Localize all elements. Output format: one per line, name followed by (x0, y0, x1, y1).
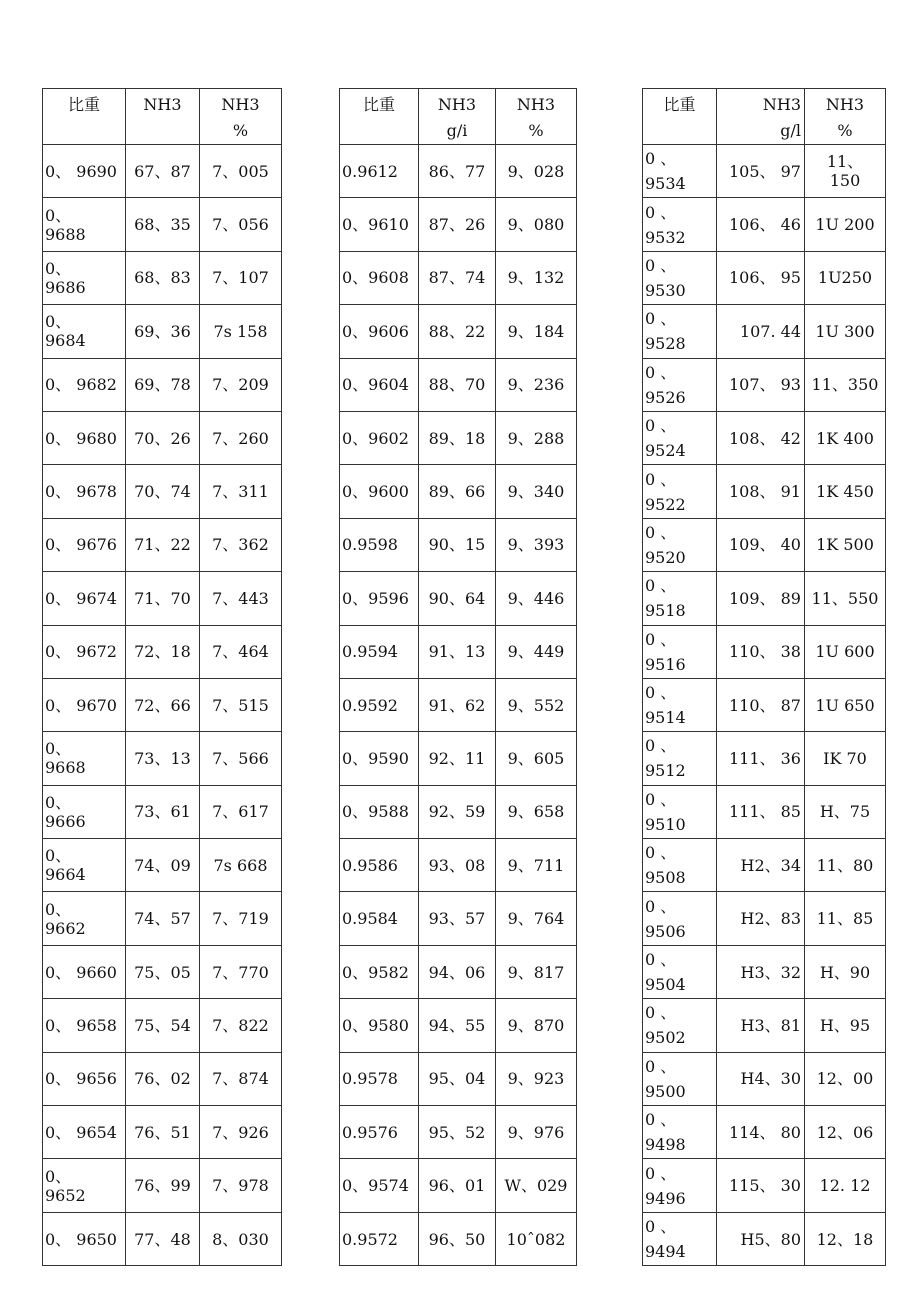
nh3-percent-cell: 9、711 (496, 839, 577, 892)
table-row (340, 892, 577, 945)
nh3-percent-cell: 11、350 (805, 358, 886, 411)
nh3-percent-cell: IK 70 (805, 732, 886, 785)
table-row (643, 785, 886, 838)
nh3-percent-cell: W、029 (496, 1159, 577, 1212)
nh3-percent-cell: 9、605 (496, 732, 577, 785)
nh3-percent-cell: 12. 12 (805, 1159, 886, 1212)
table-row (43, 251, 282, 304)
nh3-concentration-cell: 96、50 (419, 1212, 496, 1265)
density-cell: 0 、 9494 (643, 1212, 717, 1265)
density-table-2 (339, 88, 577, 1266)
table-row (643, 999, 886, 1052)
density-cell: 0、 9674 (43, 572, 126, 625)
table-row (43, 999, 282, 1052)
table-row (43, 678, 282, 731)
nh3-percent-cell: 1U 650 (805, 678, 886, 731)
nh3-concentration-cell: 71、70 (126, 572, 200, 625)
table-row (643, 358, 886, 411)
density-cell: 0 、 9512 (643, 732, 717, 785)
table-row (43, 785, 282, 838)
nh3-percent-cell: 9、552 (496, 678, 577, 731)
table-row (340, 1106, 577, 1159)
nh3-percent-cell: 9、080 (496, 198, 577, 251)
density-cell: 0 、 9520 (643, 518, 717, 571)
table-row (43, 1052, 282, 1105)
table-row (643, 251, 886, 304)
density-cell: 0、9604 (340, 358, 419, 411)
density-table-1 (42, 88, 282, 1266)
density-cell: 0.9598 (340, 518, 419, 571)
nh3-concentration-cell: 89、18 (419, 411, 496, 464)
density-cell: 0、 9650 (43, 1212, 126, 1265)
table-row (643, 305, 886, 358)
table-row (43, 1106, 282, 1159)
nh3-percent-cell: 10ˆ082 (496, 1212, 577, 1265)
nh3-percent-cell: 7、056 (200, 198, 282, 251)
nh3-concentration-cell: 74、09 (126, 839, 200, 892)
density-cell: 0.9572 (340, 1212, 419, 1265)
nh3-concentration-cell: 91、13 (419, 625, 496, 678)
nh3-concentration-cell: 108、 42 (717, 411, 805, 464)
density-cell: 0.9576 (340, 1106, 419, 1159)
nh3-percent-cell: 11、80 (805, 839, 886, 892)
nh3-concentration-cell: 92、59 (419, 785, 496, 838)
nh3-concentration-cell: 72、66 (126, 678, 200, 731)
table-row (340, 625, 577, 678)
table-row (340, 198, 577, 251)
table-row (43, 732, 282, 785)
nh3-concentration-cell: 94、55 (419, 999, 496, 1052)
nh3-percent-cell: 7、874 (200, 1052, 282, 1105)
nh3-percent-cell: 7、515 (200, 678, 282, 731)
density-cell: 0、 9678 (43, 465, 126, 518)
nh3-percent-cell: 7、107 (200, 251, 282, 304)
density-cell: 0、9588 (340, 785, 419, 838)
nh3-concentration-cell: 74、57 (126, 892, 200, 945)
density-cell: 0、 9688 (43, 198, 126, 251)
density-header: 比重 (643, 89, 717, 145)
nh3-concentration-cell: 106、 95 (717, 251, 805, 304)
nh3-percent-cell: 8、030 (200, 1212, 282, 1265)
nh3-percent-cell: 7s 668 (200, 839, 282, 892)
nh3-concentration-cell: 110、 87 (717, 678, 805, 731)
density-cell: 0、 9682 (43, 358, 126, 411)
nh3-percent-cell: 1U 200 (805, 198, 886, 251)
density-cell: 0 、 9500 (643, 1052, 717, 1105)
density-cell: 0.9584 (340, 892, 419, 945)
table-row (340, 1212, 577, 1265)
nh3-concentration-cell: 108、 91 (717, 465, 805, 518)
table-row (43, 945, 282, 998)
table-row (340, 732, 577, 785)
nh3-concentration-cell: H4、30 (717, 1052, 805, 1105)
nh3-concentration-cell: 71、22 (126, 518, 200, 571)
table-row (340, 1159, 577, 1212)
density-cell: 0.9594 (340, 625, 419, 678)
header-row (43, 89, 282, 145)
nh3-percent-cell: 7、311 (200, 465, 282, 518)
density-cell: 0、 9656 (43, 1052, 126, 1105)
density-cell: 0、 9680 (43, 411, 126, 464)
nh3-percent-cell: 9、446 (496, 572, 577, 625)
table-row (43, 305, 282, 358)
table-row (643, 518, 886, 571)
nh3-concentration-cell: H5、80 (717, 1212, 805, 1265)
nh3-percent-cell: 7、617 (200, 785, 282, 838)
table-row (340, 785, 577, 838)
nh3-concentration-cell: 70、26 (126, 411, 200, 464)
nh3-concentration-cell: 75、54 (126, 999, 200, 1052)
nh3-percent-cell: 11、 150 (805, 145, 886, 198)
table-row (340, 305, 577, 358)
density-table-3 (642, 88, 886, 1266)
nh3-concentration-cell: 96、01 (419, 1159, 496, 1212)
nh3-concentration-cell: 107、 93 (717, 358, 805, 411)
nh3-percent-cell: 9、028 (496, 145, 577, 198)
table-row (340, 145, 577, 198)
header-row (340, 89, 577, 145)
table-row (43, 892, 282, 945)
table-row (643, 465, 886, 518)
nh3-percent-cell: 9、340 (496, 465, 577, 518)
nh3-concentration-cell: 90、15 (419, 518, 496, 571)
nh3-percent-cell: 9、236 (496, 358, 577, 411)
table-row (43, 518, 282, 571)
nh3-percent-cell: 9、184 (496, 305, 577, 358)
nh3-percent-cell: 7、209 (200, 358, 282, 411)
table-row (643, 145, 886, 198)
nh3-percent-cell: 9、817 (496, 945, 577, 998)
density-cell: 0、 9658 (43, 999, 126, 1052)
nh3-concentration-cell: 114、 80 (717, 1106, 805, 1159)
table-row (43, 572, 282, 625)
table-row (340, 999, 577, 1052)
density-cell: 0、9590 (340, 732, 419, 785)
nh3-percent-cell: 7、260 (200, 411, 282, 464)
nh3-concentration-cell: 93、57 (419, 892, 496, 945)
density-cell: 0 、 9524 (643, 411, 717, 464)
nh3-concentration-cell: 88、70 (419, 358, 496, 411)
nh3-concentration-cell: 111、 85 (717, 785, 805, 838)
nh3-percent-cell: 9、658 (496, 785, 577, 838)
table-row (643, 678, 886, 731)
table-row (43, 411, 282, 464)
density-cell: 0、9602 (340, 411, 419, 464)
nh3-concentration-cell: 87、74 (419, 251, 496, 304)
density-cell: 0、 9684 (43, 305, 126, 358)
nh3-concentration-cell: 94、06 (419, 945, 496, 998)
nh3-percent-cell: 7、443 (200, 572, 282, 625)
nh3-percent-cell: H、90 (805, 945, 886, 998)
table-row (340, 1052, 577, 1105)
nh3-percent-cell: 1K 500 (805, 518, 886, 571)
density-cell: 0 、 9508 (643, 839, 717, 892)
nh3-concentration-cell: 95、52 (419, 1106, 496, 1159)
nh3-percent-cell: H、95 (805, 999, 886, 1052)
density-cell: 0、 9660 (43, 945, 126, 998)
table-row (643, 945, 886, 998)
density-cell: 0 、 9530 (643, 251, 717, 304)
nh3-concentration-cell: 68、35 (126, 198, 200, 251)
density-cell: 0、 9672 (43, 625, 126, 678)
table-row (643, 625, 886, 678)
nh3-concentration-cell: 76、51 (126, 1106, 200, 1159)
table-row (340, 465, 577, 518)
density-cell: 0.9586 (340, 839, 419, 892)
nh3-concentration-cell: 72、18 (126, 625, 200, 678)
nh3-concentration-cell: H3、32 (717, 945, 805, 998)
nh3-percent-cell: 9、923 (496, 1052, 577, 1105)
nh3-concentration-cell: 111、 36 (717, 732, 805, 785)
density-cell: 0、 9666 (43, 785, 126, 838)
nh3-concentration-cell: 86、77 (419, 145, 496, 198)
nh3-percent-cell: 9、976 (496, 1106, 577, 1159)
nh3-percent-cell: 1K 450 (805, 465, 886, 518)
nh3-concentration-cell: 93、08 (419, 839, 496, 892)
nh3-concentration-cell: 87、26 (419, 198, 496, 251)
nh3-concentration-cell: H2、34 (717, 839, 805, 892)
nh3-percent-cell: 1U250 (805, 251, 886, 304)
table-row (43, 198, 282, 251)
density-cell: 0 、 9528 (643, 305, 717, 358)
nh3-concentration-cell: 95、04 (419, 1052, 496, 1105)
density-cell: 0、 9654 (43, 1106, 126, 1159)
density-cell: 0 、 9502 (643, 999, 717, 1052)
nh3-concentration-cell: 69、36 (126, 305, 200, 358)
nh3-concentration-cell: 109、 89 (717, 572, 805, 625)
nh3-percent-header: NH3 % (200, 89, 282, 145)
nh3-percent-cell: 9、393 (496, 518, 577, 571)
nh3-concentration-cell: 109、 40 (717, 518, 805, 571)
density-cell: 0、 9676 (43, 518, 126, 571)
density-cell: 0 、 9510 (643, 785, 717, 838)
nh3-concentration-cell: 77、48 (126, 1212, 200, 1265)
density-cell: 0 、 9526 (643, 358, 717, 411)
nh3-concentration-cell: 106、 46 (717, 198, 805, 251)
nh3-concentration-cell: 69、78 (126, 358, 200, 411)
table-row (643, 411, 886, 464)
density-cell: 0 、 9522 (643, 465, 717, 518)
nh3-percent-cell: 7、566 (200, 732, 282, 785)
density-cell: 0 、 9532 (643, 198, 717, 251)
nh3-percent-cell: 7、005 (200, 145, 282, 198)
density-cell: 0、9596 (340, 572, 419, 625)
nh3-percent-cell: 9、288 (496, 411, 577, 464)
nh3-percent-cell: 9、132 (496, 251, 577, 304)
table-row (643, 1212, 886, 1265)
nh3-percent-header: NH3 % (805, 89, 886, 145)
table-body-3 (643, 89, 886, 1266)
nh3-percent-cell: 11、550 (805, 572, 886, 625)
density-cell: 0 、 9496 (643, 1159, 717, 1212)
density-cell: 0、9608 (340, 251, 419, 304)
nh3-percent-cell: H、75 (805, 785, 886, 838)
nh3-concentration-cell: H3、81 (717, 999, 805, 1052)
nh3-concentration-cell: 76、99 (126, 1159, 200, 1212)
density-cell: 0、9582 (340, 945, 419, 998)
density-cell: 0 、 9498 (643, 1106, 717, 1159)
density-cell: 0、 9664 (43, 839, 126, 892)
nh3-percent-cell: 7、770 (200, 945, 282, 998)
nh3-concentration-header: NH3 g/i (419, 89, 496, 145)
nh3-percent-cell: 11、85 (805, 892, 886, 945)
table-row (340, 678, 577, 731)
table-row (43, 1159, 282, 1212)
table-row (643, 1052, 886, 1105)
nh3-concentration-cell: 110、 38 (717, 625, 805, 678)
table-body-1 (43, 89, 282, 1266)
nh3-percent-cell: 7、926 (200, 1106, 282, 1159)
nh3-percent-cell: 9、449 (496, 625, 577, 678)
nh3-concentration-cell: 107. 44 (717, 305, 805, 358)
density-cell: 0、9580 (340, 999, 419, 1052)
table-row (340, 839, 577, 892)
nh3-percent-cell: 7、822 (200, 999, 282, 1052)
nh3-percent-cell: 7、362 (200, 518, 282, 571)
nh3-concentration-header: NH3 (126, 89, 200, 145)
density-cell: 0 、 9516 (643, 625, 717, 678)
nh3-concentration-cell: 70、74 (126, 465, 200, 518)
nh3-percent-header: NH3 % (496, 89, 577, 145)
nh3-concentration-cell: 68、83 (126, 251, 200, 304)
nh3-percent-cell: 7、978 (200, 1159, 282, 1212)
density-cell: 0.9612 (340, 145, 419, 198)
nh3-percent-cell: 1K 400 (805, 411, 886, 464)
table-row (340, 411, 577, 464)
table-row (43, 465, 282, 518)
nh3-concentration-cell: 92、11 (419, 732, 496, 785)
nh3-concentration-header: NH3 g/l (717, 89, 805, 145)
table-row (43, 625, 282, 678)
table-row (340, 358, 577, 411)
nh3-concentration-cell: 75、05 (126, 945, 200, 998)
density-header: 比重 (340, 89, 419, 145)
density-cell: 0 、 9534 (643, 145, 717, 198)
nh3-concentration-cell: 76、02 (126, 1052, 200, 1105)
density-cell: 0.9592 (340, 678, 419, 731)
table-row (643, 1159, 886, 1212)
nh3-concentration-cell: H2、83 (717, 892, 805, 945)
table-row (643, 732, 886, 785)
density-cell: 0 、 9506 (643, 892, 717, 945)
table-row (643, 1106, 886, 1159)
nh3-concentration-cell: 67、87 (126, 145, 200, 198)
density-cell: 0、9600 (340, 465, 419, 518)
table-row (340, 251, 577, 304)
density-cell: 0、 9670 (43, 678, 126, 731)
table-row (43, 145, 282, 198)
density-cell: 0、9574 (340, 1159, 419, 1212)
nh3-percent-cell: 9、764 (496, 892, 577, 945)
nh3-concentration-cell: 88、22 (419, 305, 496, 358)
nh3-percent-cell: 7、719 (200, 892, 282, 945)
nh3-percent-cell: 12、00 (805, 1052, 886, 1105)
density-cell: 0、 9690 (43, 145, 126, 198)
nh3-percent-cell: 7、464 (200, 625, 282, 678)
density-cell: 0、 9668 (43, 732, 126, 785)
nh3-percent-cell: 7s 158 (200, 305, 282, 358)
table-row (43, 839, 282, 892)
nh3-concentration-cell: 105、 97 (717, 145, 805, 198)
nh3-percent-cell: 12、18 (805, 1212, 886, 1265)
nh3-concentration-cell: 91、62 (419, 678, 496, 731)
table-row (43, 358, 282, 411)
table-row (643, 198, 886, 251)
header-row (643, 89, 886, 145)
density-cell: 0 、 9504 (643, 945, 717, 998)
table-row (643, 839, 886, 892)
density-cell: 0、9610 (340, 198, 419, 251)
density-cell: 0 、 9514 (643, 678, 717, 731)
table-row (643, 892, 886, 945)
nh3-percent-cell: 1U 300 (805, 305, 886, 358)
nh3-percent-cell: 12、06 (805, 1106, 886, 1159)
table-row (340, 518, 577, 571)
nh3-concentration-cell: 115、 30 (717, 1159, 805, 1212)
table-row (43, 1212, 282, 1265)
table-body-2 (340, 89, 577, 1266)
density-cell: 0、9606 (340, 305, 419, 358)
nh3-concentration-cell: 73、61 (126, 785, 200, 838)
density-header: 比重 (43, 89, 126, 145)
density-cell: 0、 9652 (43, 1159, 126, 1212)
density-cell: 0.9578 (340, 1052, 419, 1105)
nh3-percent-cell: 1U 600 (805, 625, 886, 678)
table-row (340, 945, 577, 998)
nh3-concentration-cell: 89、66 (419, 465, 496, 518)
table-row (340, 572, 577, 625)
density-cell: 0、 9686 (43, 251, 126, 304)
nh3-concentration-cell: 90、64 (419, 572, 496, 625)
nh3-concentration-cell: 73、13 (126, 732, 200, 785)
density-cell: 0、 9662 (43, 892, 126, 945)
nh3-percent-cell: 9、870 (496, 999, 577, 1052)
density-cell: 0 、 9518 (643, 572, 717, 625)
table-row (643, 572, 886, 625)
